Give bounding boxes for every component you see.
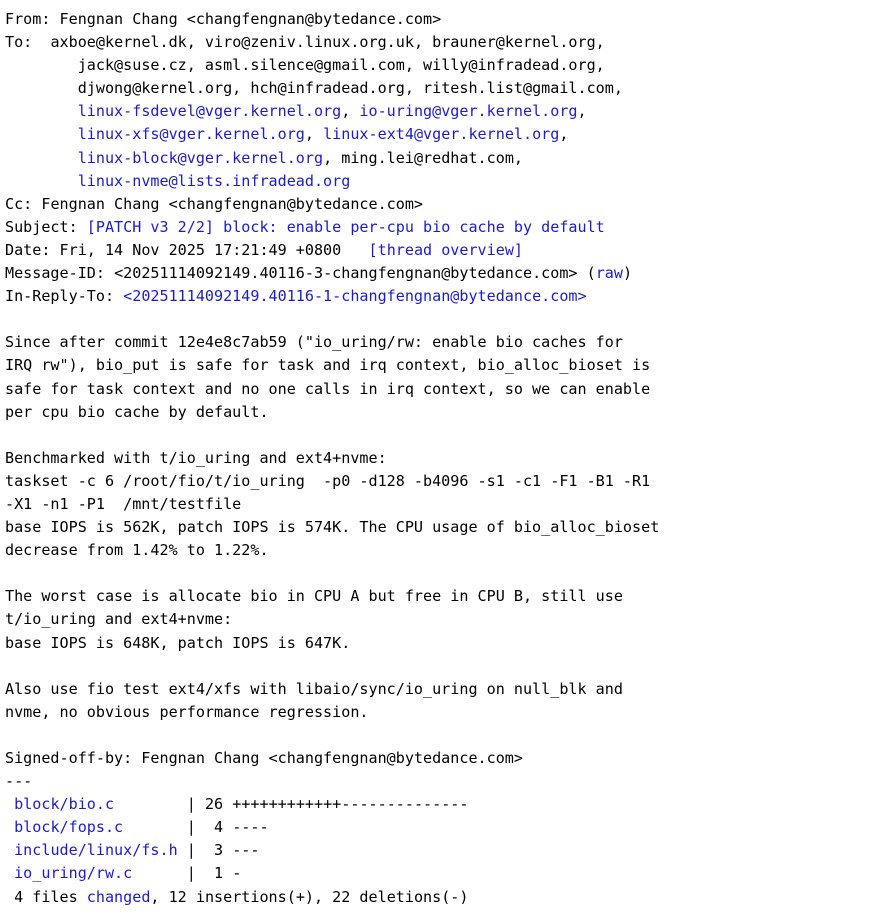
date-value: Fri, 14 Nov 2025 17:21:49 +0800 (59, 240, 342, 259)
date-line (5, 239, 870, 262)
changed-link[interactable]: changed (86, 887, 151, 906)
subject-link[interactable]: [PATCH v3 2/2] block: enable per-cpu bio cache by default (86, 217, 605, 236)
body-line: Benchmarked with t/io_uring and ext4+nvme: (5, 448, 387, 467)
link-linux-fsdevel[interactable]: linux-fsdevel@vger.kernel.org (77, 102, 342, 121)
subject-line (5, 216, 870, 239)
body-line: safe for task context and no one calls in irq context, so we can enable (5, 379, 651, 398)
comma: , (577, 102, 587, 121)
patch-separator: --- (5, 772, 33, 791)
diffstat-graph: --- (232, 841, 260, 860)
message-id-value: <20251114092149.40116-3-changfengnan@bytedance.com> (114, 264, 578, 283)
from-label: From: (5, 10, 51, 28)
body-line: decrease from 1.42% to 1.22%. (5, 541, 269, 560)
diffstat-summary-pre: 4 files (14, 887, 87, 906)
date-label: Date: (5, 240, 51, 259)
blank-line (5, 562, 870, 585)
body-line: taskset -c 6 /root/fio/t/io_uring -p0 -d128 -b4096 -s1 -c1 -F1 -B1 -R1 (5, 471, 651, 490)
diffstat-summary-post: , 12 insertions(+), 22 deletions(-) (150, 887, 469, 906)
body-line: Also use fio test ext4/xfs with libaio/sync/io_uring on null_blk and (5, 679, 623, 698)
message-id-line (5, 262, 870, 285)
diffstat-file-link[interactable]: block/bio.c (14, 795, 115, 814)
link-linux-block[interactable]: linux-block@vger.kernel.org (77, 148, 324, 167)
cc-value: Fengnan Chang <changfengnan@bytedance.com> (41, 194, 424, 213)
diffstat-count: 1 (204, 864, 224, 883)
in-reply-to-link[interactable]: <20251114092149.40116-1-changfengnan@bytedance.com> (123, 287, 587, 306)
link-linux-xfs[interactable]: linux-xfs@vger.kernel.org (77, 125, 305, 144)
signed-off-by: Signed-off-by: Fengnan Chang <changfengnan@bytedance.com> (5, 749, 523, 767)
paren-close: ) (622, 264, 633, 283)
body-line: per cpu bio cache by default. (5, 402, 269, 421)
diffstat-graph: ---- (232, 818, 269, 837)
diffstat-graph: - (232, 864, 242, 883)
to-line-6 (5, 147, 870, 170)
link-linux-ext4[interactable]: linux-ext4@vger.kernel.org (323, 125, 560, 144)
paren-open: ( (586, 264, 596, 283)
diffstat-count: 26 (204, 795, 224, 814)
to-line-5 (5, 123, 870, 146)
to-addresses-2: jack@suse.cz, asml.silence@gmail.com, willy@infradead.org, (77, 56, 605, 75)
to-addresses-3: djwong@kernel.org, hch@infradead.org, ritesh.list@gmail.com, (77, 79, 623, 98)
link-io-uring[interactable]: io-uring@vger.kernel.org (359, 102, 578, 121)
to-line-4 (5, 100, 870, 123)
body-line: The worst case is allocate bio in CPU A but free in CPU B, still use (5, 587, 623, 606)
diffstat-count: 3 (204, 841, 224, 860)
blank-line (5, 724, 870, 747)
diffstat-file-link[interactable]: io_uring/rw.c (14, 864, 133, 883)
diffstat-row: block/bio.c | 26 ++++++++++++-------------- (14, 795, 469, 814)
diffstat-row: include/linux/fs.h | 3 --- (14, 841, 260, 860)
in-reply-to-label: In-Reply-To: (5, 287, 115, 306)
message-id-label: Message-ID: (5, 264, 105, 283)
to-line-2 (5, 54, 870, 77)
thread-overview-link[interactable]: [thread overview] (368, 240, 523, 259)
blank-line (5, 308, 870, 331)
body-line: t/io_uring and ext4+nvme: (5, 610, 233, 629)
body-line: Since after commit 12e4e8c7ab59 ("io_uring/rw: enable bio caches for (5, 333, 623, 352)
to-ming-lei: ming.lei@redhat.com, (341, 148, 523, 167)
comma: , (304, 125, 314, 144)
comma: , (323, 148, 333, 167)
link-linux-nvme[interactable]: linux-nvme@lists.infradead.org (77, 171, 351, 190)
cc-label: Cc: (5, 194, 33, 213)
diffstat-graph: ++++++++++++-------------- (232, 795, 469, 814)
diffstat-row: block/fops.c | 4 ---- (14, 818, 269, 837)
blank-line (5, 424, 870, 447)
body-line: -X1 -n1 -P1 /mnt/testfile (5, 494, 242, 513)
subject-label: Subject: (5, 217, 78, 236)
body-line: base IOPS is 562K, patch IOPS is 574K. The CPU usage of bio_alloc_bioset (5, 518, 660, 537)
diffstat-count: 4 (204, 818, 224, 837)
blank-line (5, 655, 870, 678)
cc-line (5, 193, 870, 216)
body-line: base IOPS is 648K, patch IOPS is 647K. (5, 633, 351, 652)
raw-link[interactable]: raw (595, 264, 623, 283)
to-line-1 (5, 31, 870, 54)
comma: , (559, 125, 569, 144)
diffstat-summary (5, 886, 870, 909)
diffstat-row: io_uring/rw.c | 1 - (14, 864, 242, 883)
in-reply-to-line (5, 285, 870, 308)
diffstat-file-link[interactable]: include/linux/fs.h (14, 841, 178, 860)
comma: , (341, 102, 351, 121)
body-line: nvme, no obvious performance regression. (5, 702, 369, 721)
to-addresses-1: axboe@kernel.dk, viro@zeniv.linux.org.uk, brauner@kernel.org, (50, 33, 605, 52)
from-value: Fengnan Chang <changfengnan@bytedance.com> (59, 10, 442, 28)
to-line-3 (5, 77, 870, 100)
body-line: IRQ rw"), bio_put is safe for task and irq context, bio_alloc_bioset is (5, 356, 651, 375)
to-label: To: (5, 33, 33, 52)
from-line (5, 8, 870, 31)
to-line-7 (5, 170, 870, 193)
diffstat-file-link[interactable]: block/fops.c (14, 818, 124, 837)
